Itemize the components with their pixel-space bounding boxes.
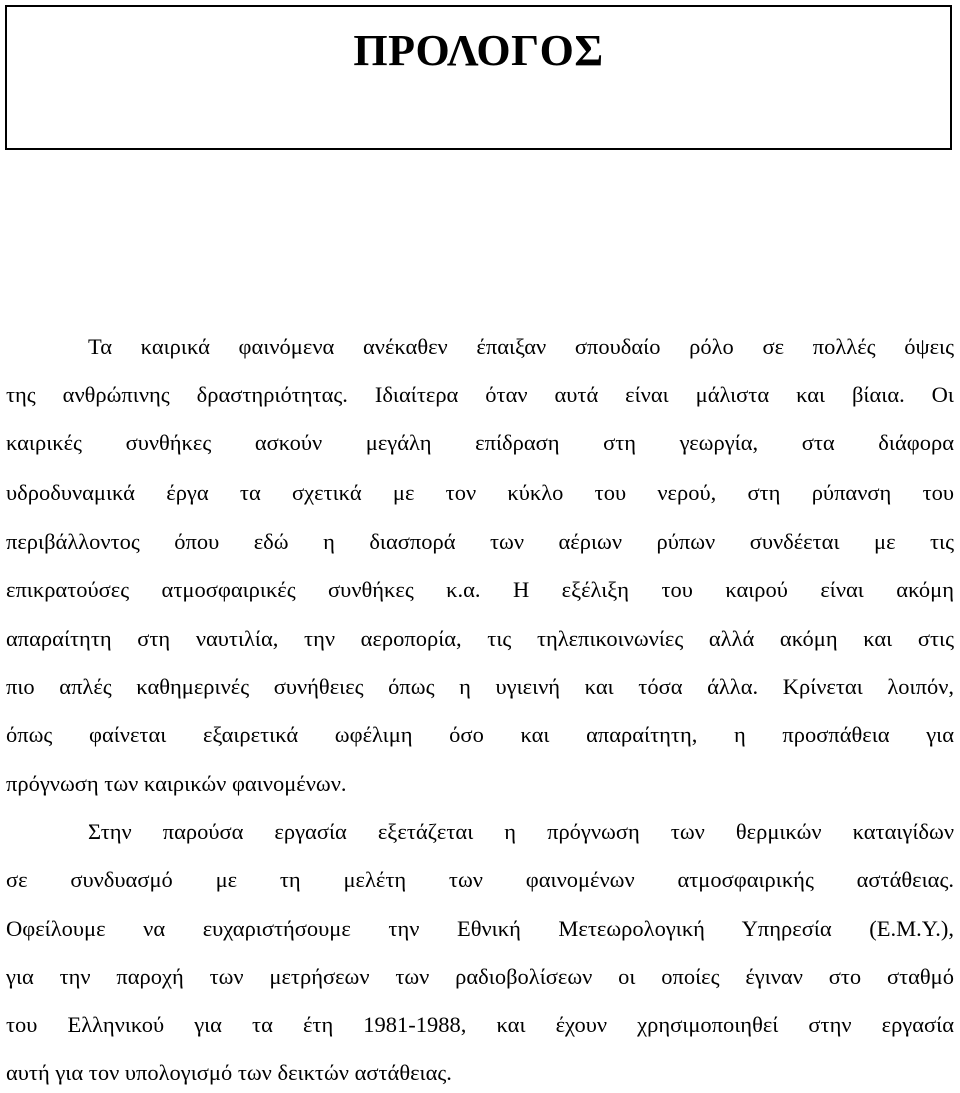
text-line: πρόγνωση των καιρικών φαινομένων. bbox=[6, 771, 347, 796]
text-line: Τα καιρικά φαινόμενα ανέκαθεν έπαιξαν σπουδαίο ρόλο σε πολλές όψεις bbox=[88, 334, 954, 359]
text-line: της ανθρώπινης δραστηριότητας. Ιδιαίτερα όταν αυτά είναι μάλιστα και βίαια. Οι bbox=[6, 382, 954, 407]
text-line: καιρικές συνθήκες ασκούν μεγάλη επίδραση στη γεωργία, στα διάφορα bbox=[6, 430, 954, 455]
text-line: του Ελληνικού για τα έτη 1981-1988, και έχουν χρησιμοποιηθεί στην εργασία bbox=[6, 1012, 954, 1037]
text-line: όπως φαίνεται εξαιρετικά ωφέλιμη όσο και απαραίτητη, η προσπάθεια για bbox=[6, 722, 954, 747]
text-line: αυτή για τον υπολογισμό των δεικτών αστάθειας. bbox=[6, 1060, 452, 1085]
text-line: Οφείλουμε να ευχαριστήσουμε την Εθνική Μετεωρολογική Υπηρεσία (Ε.Μ.Υ.), bbox=[6, 916, 954, 941]
text-line: απαραίτητη στη ναυτιλία, την αεροπορία, τις τηλεπικοινωνίες αλλά ακόμη και στις bbox=[6, 626, 954, 651]
text-line: σε συνδυασμό με τη μελέτη των φαινομένων ατμοσφαιρικής αστάθειας. bbox=[6, 867, 954, 892]
text-line: για την παροχή των μετρήσεων των ραδιοβολίσεων οι οποίες έγιναν στο σταθμό bbox=[6, 964, 954, 989]
text-line: περιβάλλοντος όπου εδώ η διασπορά των αέριων ρύπων συνδέεται με τις bbox=[6, 529, 954, 554]
text-line: Στην παρούσα εργασία εξετάζεται η πρόγνωση των θερμικών καταιγίδων bbox=[88, 819, 954, 844]
text-line: πιο απλές καθημερινές συνήθειες όπως η υγιεινή και τόσα άλλα. Κρίνεται λοιπόν, bbox=[6, 674, 954, 699]
title-box bbox=[5, 5, 952, 150]
text-line: επικρατούσες ατμοσφαιρικές συνθήκες κ.α. Η εξέλιξη του καιρού είναι ακόμη bbox=[6, 577, 954, 602]
page-title: ΠΡΟΛΟΓΟΣ bbox=[353, 26, 604, 75]
text-line: υδροδυναμικά έργα τα σχετικά με τον κύκλο του νερού, στη ρύπανση του bbox=[6, 480, 954, 505]
